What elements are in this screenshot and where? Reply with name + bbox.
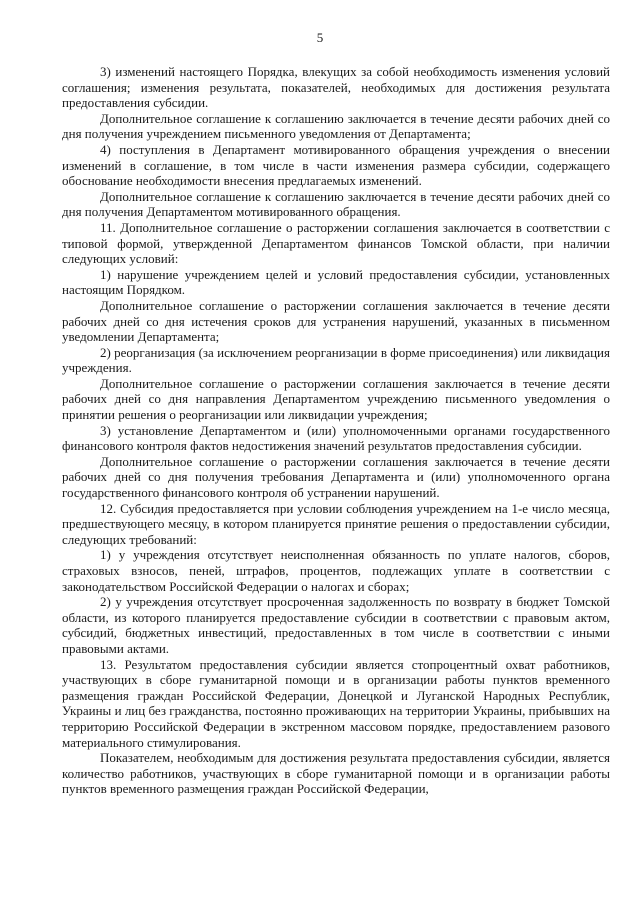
paragraph: Показателем, необходимым для достижения результата предоставления субсидии, является количество работников, участвующих в сборе гуманитарной помощи и в организации работы пунктов временного размещения граждан Российской Федерации, — [62, 750, 610, 797]
paragraph: 4) поступления в Департамент мотивированного обращения учреждения о внесении изменений в соглашение, в том числе в части изменения размера субсидии, содержащего обоснование необходимости внесения предлагаемых изменений. — [62, 141, 610, 189]
paragraph: Дополнительное соглашение о расторжении соглашения заключается в течение десяти рабочих дней со дня направления Департаментом учреждению письменного уведомления о принятии решения о реорганизации или ликвидации учреждения; — [62, 375, 610, 423]
paragraph: 1) нарушение учреждением целей и условий предоставления субсидии, установленных настоящим Порядком. — [62, 266, 610, 298]
paragraph: Дополнительное соглашение к соглашению заключается в течение десяти рабочих дней со дня получения учреждением письменного уведомления от Департамента; — [62, 110, 610, 142]
document-body — [62, 64, 610, 797]
page-number: 5 — [316, 30, 324, 45]
paragraph: 2) у учреждения отсутствует просроченная задолженность по возврату в бюджет Томской области, из которого планируется предоставление субсидии в соответствии с правовым актом, субсидий, бюджетных инвестиций, предоставленных в том числе в соответствии с иными правовыми актами. — [62, 594, 610, 656]
paragraph: Дополнительное соглашение о расторжении соглашения заключается в течение десяти рабочих дней со дня получения требования Департамента и (или) уполномоченного органа государственного финансового контроля об устранении нарушений. — [62, 453, 610, 501]
paragraph: 3) изменений настоящего Порядка, влекущих за собой необходимость изменения условий соглашения; изменения результата, показателей, необходимых для достижения результата предоставления субсидии. — [62, 64, 610, 111]
paragraph: Дополнительное соглашение к соглашению заключается в течение десяти рабочих дней со дня получения Департаментом мотивированного обращения. — [62, 188, 610, 220]
paragraph: 1) у учреждения отсутствует неисполненная обязанность по уплате налогов, сборов, страховых взносов, пеней, штрафов, процентов, подлежащих уплате в соответствии с законодательством Российской Федерации о налогах и сборах; — [62, 547, 610, 594]
paragraph: 3) установление Департаментом и (или) уполномоченными органами государственного финансового контроля фактов недостижения значений результатов предоставления субсидии. — [62, 422, 610, 454]
paragraph: Дополнительное соглашение о расторжении соглашения заключается в течение десяти рабочих дней со дня истечения сроков для устранения нарушений, указанных в письменном уведомлении Департамента; — [62, 297, 610, 345]
paragraph: 12. Субсидия предоставляется при условии соблюдения учреждением на 1-е число месяца, предшествующего месяцу, в котором планируется принятие решения о предоставлении субсидии, следующих требований: — [62, 500, 610, 547]
paragraph: 2) реорганизация (за исключением реорганизации в форме присоединения) или ликвидация учреждения. — [62, 344, 610, 376]
paragraph: 13. Результатом предоставления субсидии является стопроцентный охват работников, участвующих в сборе гуманитарной помощи и в организации работы пунктов временного размещения граждан Российской Федерации, Донецкой и Луганской Народных Республик, Украины и лиц без гражданства, постоянно проживающих на территории Украины, прибывших на территорию Российской Федерации в экстренном массовом порядке, предоставлением разового материального стимулирования. — [62, 656, 610, 750]
paragraph: 11. Дополнительное соглашение о расторжении соглашения заключается в соответствии с типовой формой, утвержденной Департаментом финансов Томской области, при наличии следующих условий: — [62, 219, 610, 267]
